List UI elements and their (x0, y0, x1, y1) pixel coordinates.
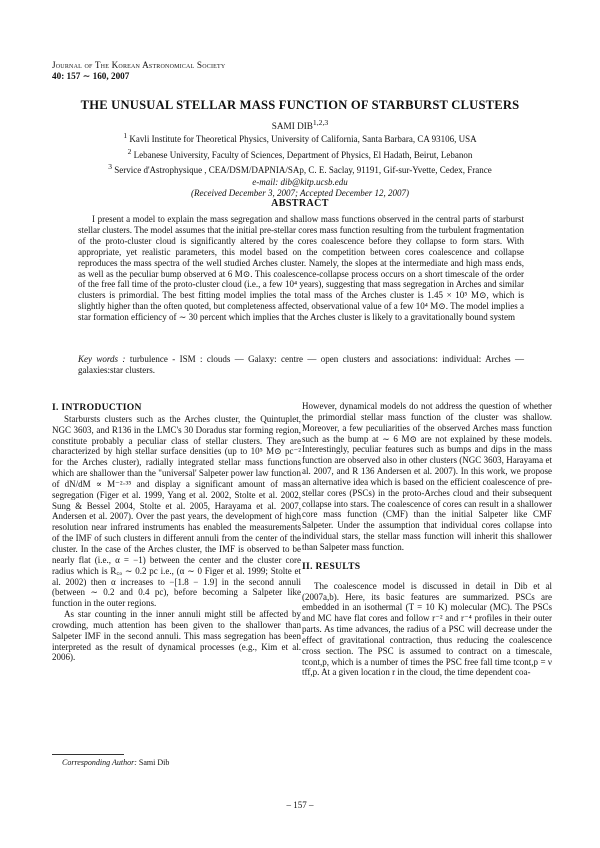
footnote-label: Corresponding Author: (62, 758, 137, 767)
affiliations (40, 130, 560, 200)
abstract-heading: ABSTRACT (271, 198, 329, 209)
journal-name: Journal of The Korean Astronomical Society (52, 60, 226, 70)
page-number: – 157 – (286, 800, 314, 810)
journal-header (52, 60, 225, 82)
intro-paragraph-3: However, dynamical models do not address the question of whether the primordial stellar mass function of the cluster was shallow. Moreover, a few peculiarities of the observed Arches mass function such as the bump at ∼ 6 M⊙ are not explained by these models. Interestingly, peculiar features such as bumps and dips in the mass function are observed also in other clusters (NGC 3603, Harayama et al. 2007, and R 136 Andersen et al. 2007). In this work, we propose an alternative idea which is based on the efficient coalescence of pre-stellar cores (PSCs) in the proto-Arches cloud and their subsequent collapse into stars. The coalescence of cores can result in a shallower core mass function (CMF) than the initial Salpeter like CMF Salpeter. Under the assumption that individual cores collapse into individual stars, the stellar mass function will inherit this shallower than Salpeter mass function. (302, 401, 552, 552)
left-column (52, 403, 301, 663)
corresponding-author-footnote (62, 758, 169, 767)
footnote-name: Sami Dib (138, 758, 170, 767)
abstract-text: I present a model to explain the mass segregation and shallow mass functions observed in the central parts of starburst stellar clusters. The model assumes that the initial pre-stellar cores mass function resulting from the turbulent fragmentation of the proto-cluster cloud is significantly altered by the cores coalescence before they collapse to form stars. With appropriate, yet realistic parameters, this model based on the competition between cores coalescence and collapse reproduces the mass spectra of the well studied Arches cluster. Namely, the slopes at the intermediate and high mass ends, as well as the peculiar bump observed at 6 M⊙. This coalescence-collapse process occurs on a short timescale of the order of the free fall time of the proto-cluster cloud (i.e., a few 10⁴ years), suggesting that mass segregation in Arches and similar clusters is primordial. The best fitting model implies the total mass of the Arches cluster is 1.45 × 10⁵ M⊙, which is slightly higher than the often quoted, but completeness affected, observational value of a few 10⁴ M⊙. The model implies a star formation efficiency of ∼ 30 percent which implies that the Arches cluster is likely to a gravitationally bound system (78, 214, 524, 323)
author-affil-marks: 1,2,3 (312, 118, 329, 127)
keywords-text: turbulence - ISM : clouds — Galaxy: centre — open clusters and associations: individual: Arches — galaxies:star clusters. (78, 354, 524, 375)
keywords-label: Key words : (78, 354, 126, 364)
right-column (302, 401, 552, 678)
received-dates: (Received December 3, 2007; Accepted December 12, 2007) (191, 188, 409, 199)
abstract-body (78, 214, 524, 323)
section-heading-results: II. RESULTS (302, 560, 361, 572)
footnote-divider (52, 754, 124, 755)
intro-paragraph-1: Starbursts clusters such as the Arches cluster, the Quintuplet, NGC 3603, and R136 in the LMC's 30 Doradus star forming region, constitute probably a peculiar class of stellar clusters. They are characterized by high stellar surface densities (up to 10⁵ M⊙ pc⁻² for the Arches cluster), radially integrated stellar mass functions which are shallower than the "universal' Salpeter power law function of dN/dM ∝ M⁻²·³⁵ and display a significant amount of mass segregation (Figer et al. 1999, Yang et al. 2002, Stolte et al. 2002, Sung & Bessel 2004, Stolte et al. 2005, Harayama et al. 2007, Andersen et al. 2007). Over the past years, the development of high resolution near infrared instruments has enabled the measurements of the IMF of such clusters in different annuli from the center of the cluster. In the case of the Arches cluster, the IMF is observed to be nearly flat (i.e., α = −1) between the center and the cluster core radius which is R꜀ₒ ∼ 0.2 pc i.e., (α ∼ 0 Figer et al. 1999; Stolte et al. 2002) then α increases to −[1.8 − 1.9] in the second annuli (between ∼ 0.2 and 0.4 pc), before becoming a Salpeter like function in the outer regions. (52, 413, 301, 609)
affiliation-1: $^1$ Kavli Institute for Theoretical Physics, University of California, Santa Barbara, CA 93106, USA (123, 131, 477, 144)
author-name: SAMI DIB (271, 121, 313, 132)
keywords (78, 354, 524, 376)
section-heading-introduction: I. INTRODUCTION (52, 402, 142, 413)
journal-volume: 40: 157 ∼ 160, 2007 (52, 71, 130, 81)
results-paragraph-1: The coalescence model is discussed in detail in Dib et al (2007a,b). Here, its basic features are summarized. PSCs are embedded in an isothermal (T = 10 K) molecular (MC). The PSCs and MC have flat cores and follow r⁻² and r⁻⁴ profiles in their outer parts. As time advances, the radius of a PSC will decrease under the effect of gravitational contraction, thus reducing the coalescence cross section. The PSC is assumed to contract on a timescale, tcont,p, which is a number of times the PSC free fall time tcont,p = ν tff,p. At a given location r in the cloud, the time dependent coa- (302, 580, 552, 678)
email-line[interactable]: e-mail: dib@kitp.ucsb.edu (252, 176, 348, 187)
affiliation-3: $^3$ Service d'Astrophysique , CEA/DSM/DAPNIA/SAp, C. E. Saclay, 91191, Gif-sur-Yvette, Cedex, France (108, 162, 492, 176)
intro-paragraph-2: As star counting in the inner annuli might still be affected by crowding, much attention has been given to the shallower than Salpeter IMF in the second annuli. This mass segregation has been interpreted as the result of dynamical processes (e.g., Kim et al. 2006). (52, 609, 301, 663)
paper-title: THE UNUSUAL STELLAR MASS FUNCTION OF STARBURST CLUSTERS (80, 98, 520, 112)
affiliation-2: $^2$ Lebanese University, Faculty of Sciences, Department of Physics, El Hadath, Beirut, Lebanon (127, 146, 473, 160)
